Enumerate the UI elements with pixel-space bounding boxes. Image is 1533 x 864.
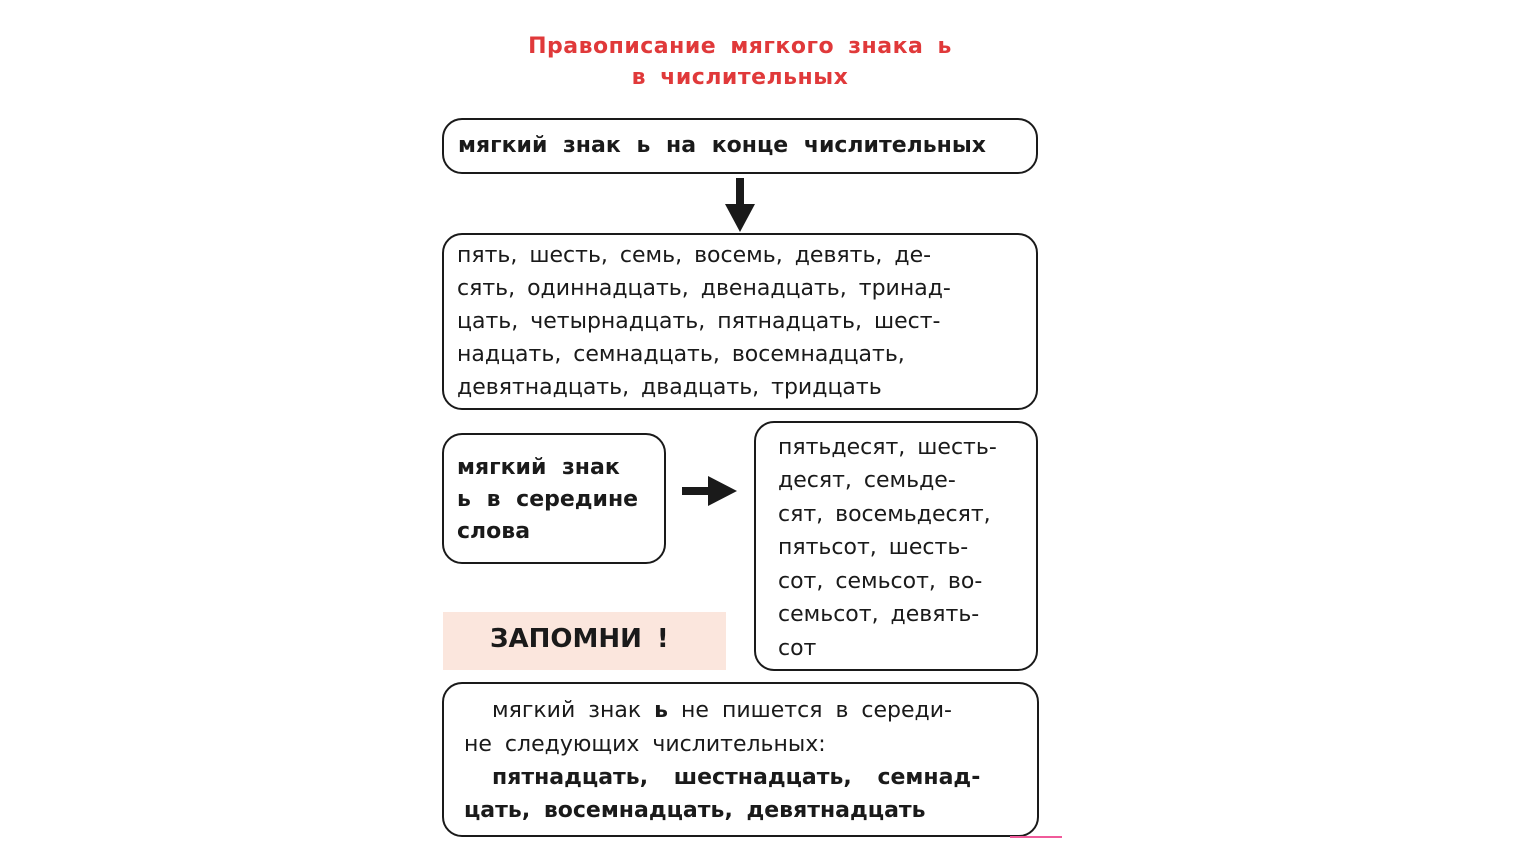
middle-numerals-line-3: сят, восемьдесят, bbox=[778, 502, 991, 527]
remember-banner bbox=[443, 612, 726, 670]
note-line-1-end: не пишется в середи- bbox=[681, 698, 952, 723]
middle-numerals-line-5: сот, семьсот, во- bbox=[778, 569, 983, 594]
decorative-underline bbox=[1010, 836, 1062, 838]
note-line-1 bbox=[492, 698, 952, 723]
exception-note-box bbox=[442, 682, 1039, 837]
page-title bbox=[440, 34, 1040, 90]
note-soft-sign: ь bbox=[654, 698, 669, 723]
middle-numerals-line-2: десят, семьде- bbox=[778, 468, 956, 493]
end-numerals-line-3: цать, четырнадцать, пятнадцать, шест- bbox=[457, 309, 941, 334]
middle-rule-line-3: слова bbox=[457, 519, 531, 544]
middle-numerals-line-7: сот bbox=[778, 636, 817, 661]
end-rule-box bbox=[442, 118, 1038, 174]
middle-numerals-line-4: пятьсот, шесть- bbox=[778, 535, 969, 560]
middle-rule-box bbox=[442, 433, 666, 564]
end-rule-label: мягкий знак ь на конце числительных bbox=[458, 133, 986, 158]
middle-numerals-line-1: пятьдесят, шесть- bbox=[778, 435, 997, 460]
note-line-3: пятнадцать, шестнадцать, семнад- bbox=[492, 765, 981, 790]
remember-label: ЗАПОМНИ ! bbox=[490, 624, 669, 654]
note-line-2: не следующих числительных: bbox=[464, 732, 826, 757]
middle-rule-line-2: ь в середине bbox=[457, 487, 639, 512]
title-line-1: Правописание мягкого знака ь bbox=[528, 34, 952, 59]
end-numerals-line-5: девятнадцать, двадцать, тридцать bbox=[457, 375, 882, 400]
end-numerals-box bbox=[442, 233, 1038, 410]
arrow-down-icon bbox=[725, 178, 755, 234]
note-line-4: цать, восемнадцать, девятнадцать bbox=[464, 798, 926, 823]
middle-numerals-line-6: семьсот, девять- bbox=[778, 602, 980, 627]
arrow-right-icon bbox=[682, 476, 738, 506]
end-numerals-line-2: сять, одиннадцать, двенадцать, тринад- bbox=[457, 276, 951, 301]
middle-rule-line-1: мягкий знак bbox=[457, 455, 620, 480]
end-numerals-line-4: надцать, семнадцать, восемнадцать, bbox=[457, 342, 905, 367]
note-line-1-start: мягкий знак bbox=[492, 698, 642, 723]
end-numerals-line-1: пять, шесть, семь, восемь, девять, де- bbox=[457, 243, 932, 268]
middle-numerals-box bbox=[754, 421, 1038, 671]
title-line-2: в числительных bbox=[631, 65, 849, 90]
